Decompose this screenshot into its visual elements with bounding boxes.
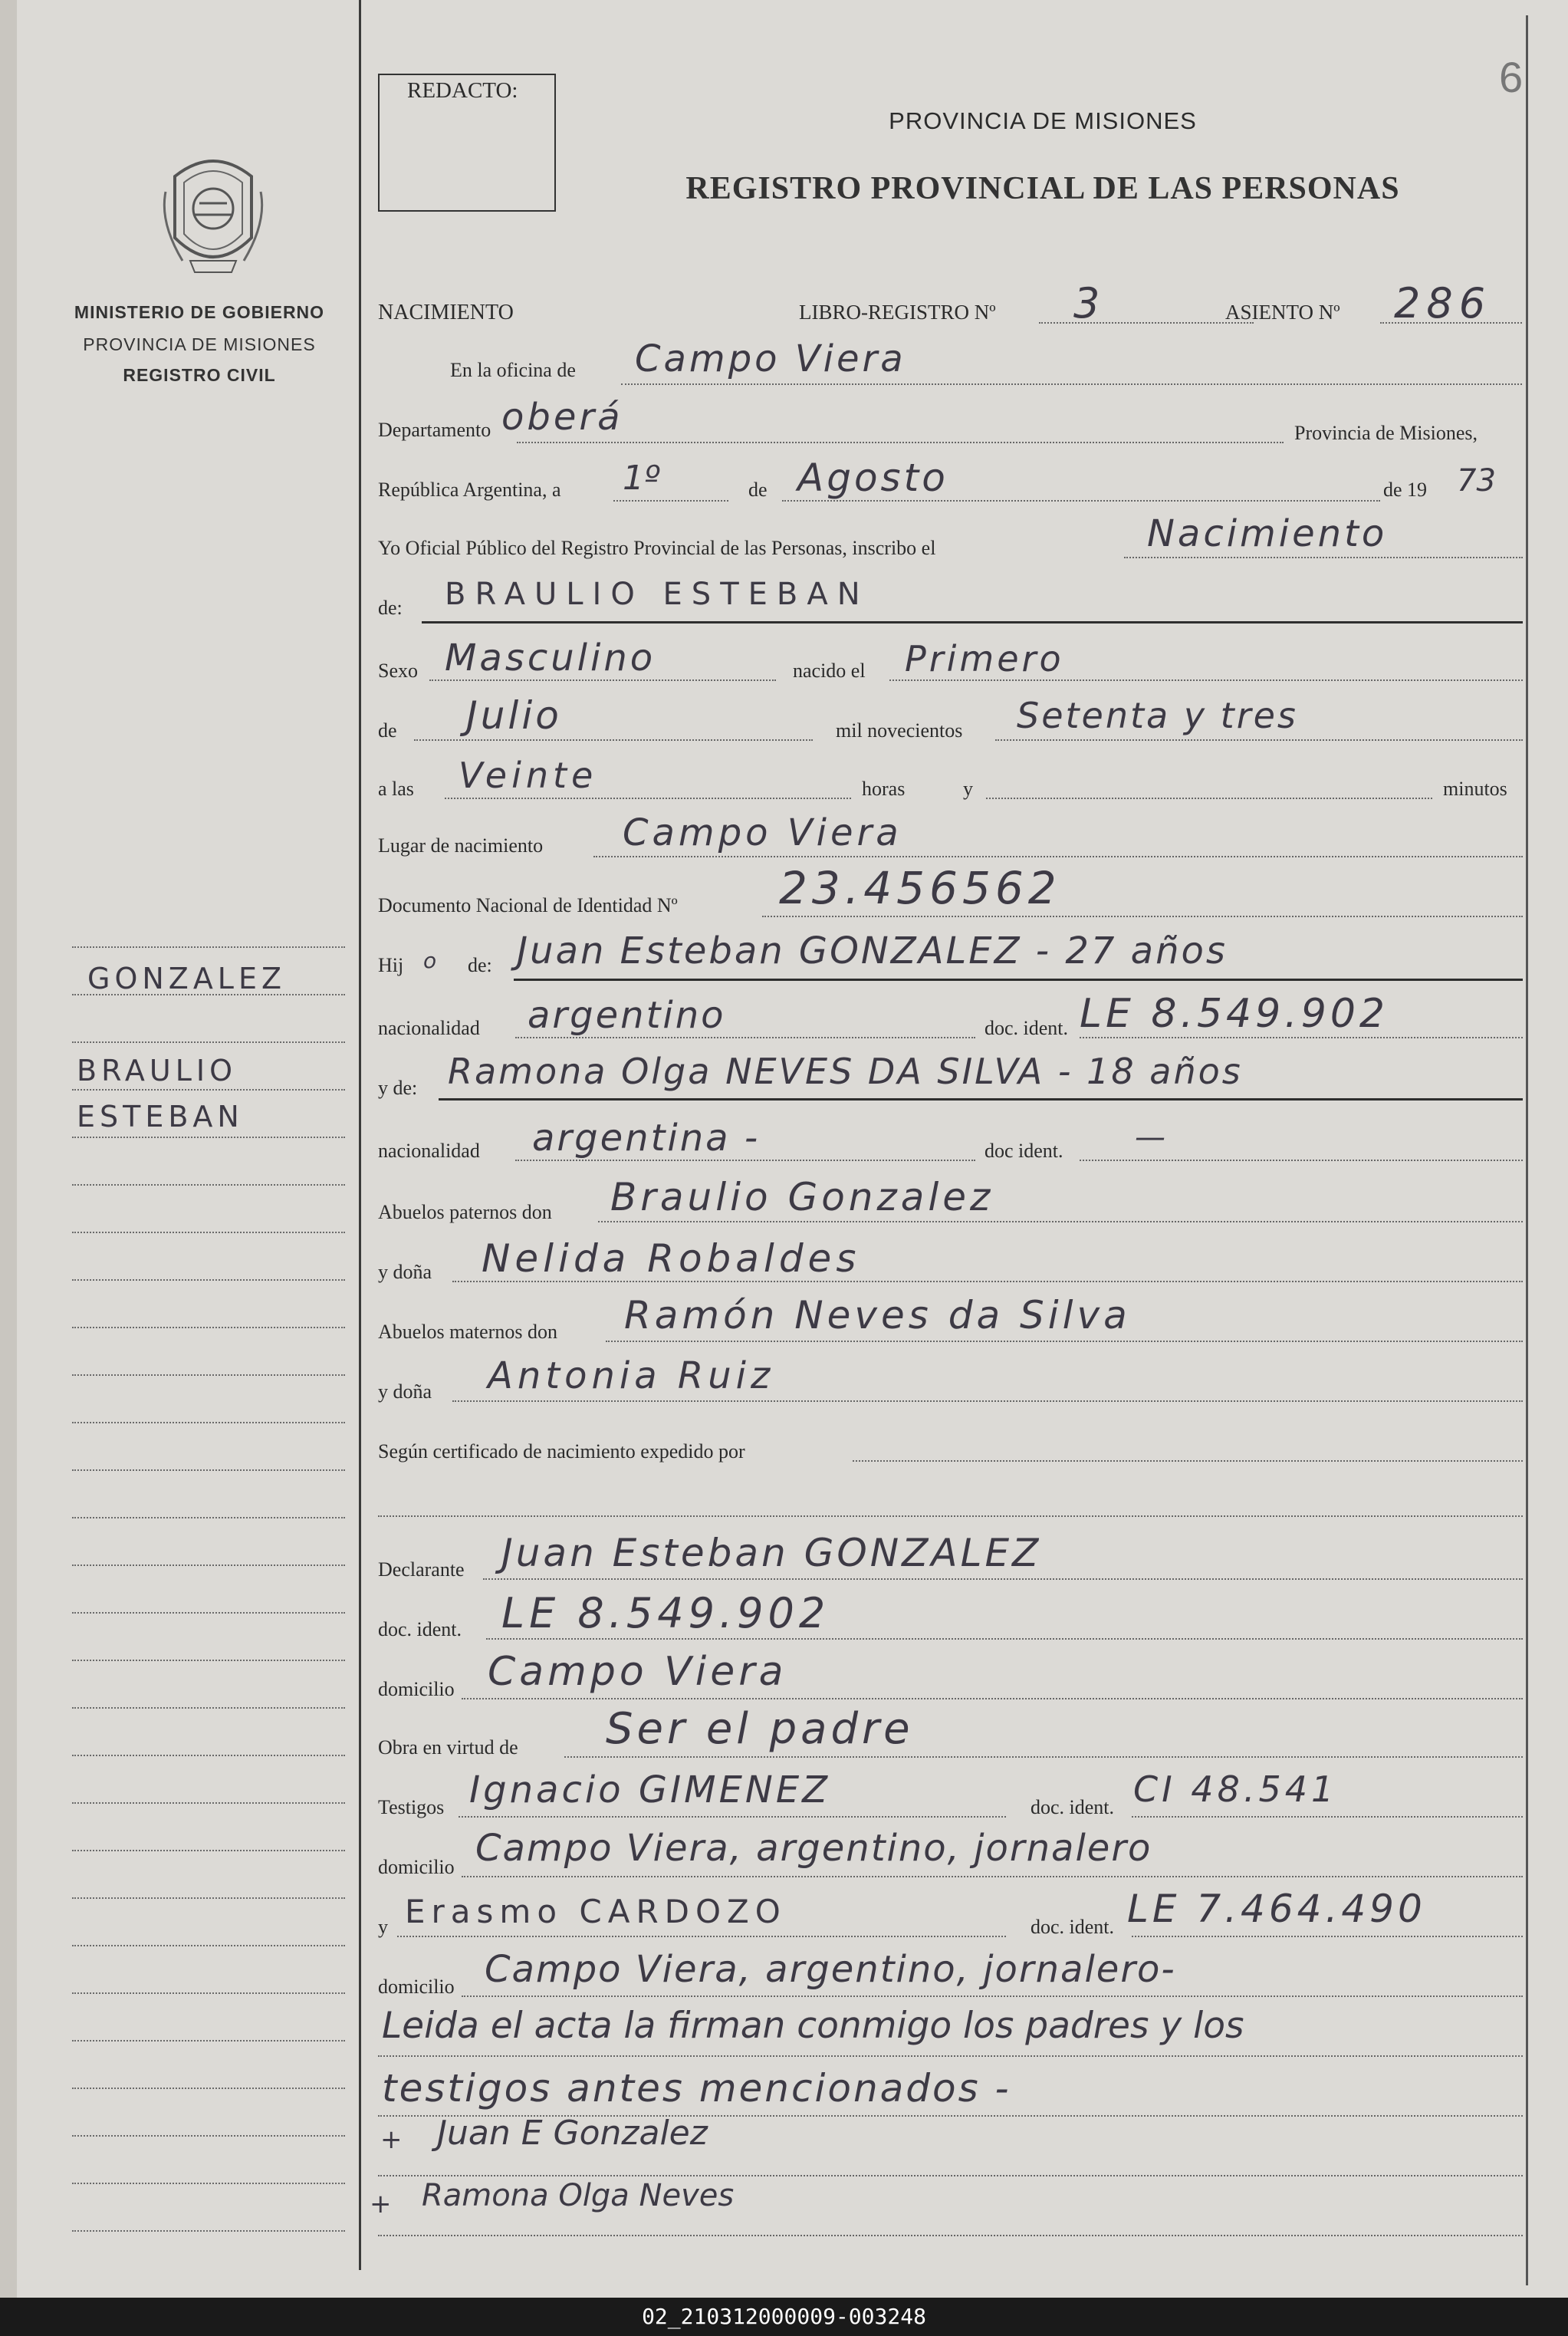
abuelo-materno: Ramón Neves da Silva <box>624 1293 1131 1337</box>
testigo1-name: Ignacio GIMENEZ <box>469 1768 831 1811</box>
testigo1-doc: CI 48.541 <box>1133 1768 1338 1810</box>
mother-nationality: argentina - <box>532 1117 761 1160</box>
father-name: Juan Esteban GONZALEZ - 27 años <box>517 929 1228 972</box>
testigo2-doc-label: doc. ident. <box>1031 1916 1115 1938</box>
testigo1-domicilio-label: domicilio <box>378 1856 455 1878</box>
nacionalidad-label: nacionalidad <box>378 1017 480 1039</box>
oficina-label: En la oficina de <box>450 359 576 381</box>
ministry-province: PROVINCIA DE MISIONES <box>83 334 316 354</box>
declarante-doc: LE 8.549.902 <box>501 1589 830 1637</box>
closing-line-2: testigos antes mencionados - <box>382 2066 1011 2111</box>
horas-label: horas <box>862 778 906 800</box>
sexo-label: Sexo <box>378 660 418 682</box>
testigo2-doc: LE 7.464.490 <box>1127 1887 1426 1931</box>
oficina-value: Campo Viera <box>635 337 906 380</box>
minutos-label: minutos <box>1443 778 1507 800</box>
yde-label: y de: <box>378 1077 418 1099</box>
alas-label: a las <box>378 778 414 800</box>
testigos-label: Testigos <box>378 1796 445 1818</box>
abuelos-maternos-label: Abuelos maternos don <box>378 1321 557 1343</box>
father-doc: LE 8.549.902 <box>1080 991 1389 1037</box>
testigo2-name: Erasmo CARDOZO <box>405 1893 787 1930</box>
sig-mark-2: + <box>370 2189 392 2219</box>
sexo-value: Masculino <box>445 637 656 679</box>
lugar-value: Campo Viera <box>623 811 902 854</box>
year-value: 73 <box>1457 463 1496 498</box>
hijo-de-label: de: <box>468 954 492 976</box>
departamento-value: oberá <box>501 396 623 439</box>
margin-names-1: BRAULIO <box>77 1054 238 1087</box>
certificado-label: Según certificado de nacimiento expedido por <box>378 1440 745 1462</box>
declarante-doc-label: doc. ident. <box>378 1618 462 1640</box>
signature-mother: Ramona Olga Neves <box>422 2178 735 2213</box>
doc-ident-label: doc. ident. <box>985 1017 1069 1039</box>
de-label: de <box>748 479 768 501</box>
testigo1-domicilio: Campo Viera, argentino, jornalero <box>475 1827 1152 1870</box>
provincia-suffix: Provincia de Misiones, <box>1294 422 1478 444</box>
testigo1-doc-label: doc. ident. <box>1031 1796 1115 1818</box>
month2-value: Julio <box>466 693 562 738</box>
abuelos-paternos-label: Abuelos paternos don <box>378 1201 552 1223</box>
inscribo-value: Nacimiento <box>1147 512 1388 555</box>
dni-label: Documento Nacional de Identidad Nº <box>378 894 678 916</box>
act-type-label: NACIMIENTO <box>378 301 514 324</box>
nacido-value: Primero <box>905 638 1064 679</box>
closing-line-1: Leida el acta la firman conmigo los padres y los <box>382 2005 1244 2047</box>
y-label: y <box>963 778 973 800</box>
inscribo-label: Yo Oficial Público del Registro Provincial de las Personas, inscribo el <box>378 537 936 559</box>
declarante-domicilio: Campo Viera <box>488 1649 787 1695</box>
hijo-label: Hij <box>378 954 404 976</box>
declarante-value: Juan Esteban GONZALEZ <box>501 1531 1042 1575</box>
footer-code: 02_210312000009-003248 <box>0 2298 1568 2336</box>
asiento-label: ASIENTO Nº <box>1225 301 1340 324</box>
nacionalidad-label-2: nacionalidad <box>378 1140 480 1162</box>
abuela-materna: Antonia Ruiz <box>488 1354 775 1397</box>
testigo2-domicilio: Campo Viera, argentino, jornalero- <box>485 1948 1176 1991</box>
nacido-label: nacido el <box>793 660 866 682</box>
mother-name: Ramona Olga NEVES DA SILVA - 18 años <box>448 1051 1243 1092</box>
lugar-label: Lugar de nacimiento <box>378 834 544 857</box>
testigo2-domicilio-label: domicilio <box>378 1976 455 1998</box>
provincial-seal-icon <box>152 146 274 284</box>
libro-value: 3 <box>1073 279 1100 327</box>
hijo-suffix-value: o <box>423 948 437 973</box>
hour-value: Veinte <box>459 755 598 796</box>
redacto-box <box>378 74 556 212</box>
abuelo-paterno: Braulio Gonzalez <box>610 1175 994 1219</box>
ministry-registry: REGISTRO CIVIL <box>123 365 276 385</box>
month-value: Agosto <box>797 456 948 500</box>
right-border <box>1526 15 1528 2285</box>
day-value: 1º <box>623 459 660 498</box>
registered-name: BRAULIO ESTEBAN <box>445 577 869 612</box>
ydona-label-2: y doña <box>378 1380 432 1403</box>
asiento-value: 286 <box>1394 279 1492 327</box>
declarante-domicilio-label: domicilio <box>378 1678 455 1700</box>
obra-value: Ser el padre <box>606 1704 914 1754</box>
doc-ident-label-2: doc ident. <box>985 1140 1063 1162</box>
de2-label: de <box>378 719 397 742</box>
year-prefix: de 19 <box>1383 479 1428 501</box>
father-nationality: argentino <box>528 994 726 1037</box>
year-words-value: Setenta y tres <box>1017 695 1298 736</box>
departamento-label: Departamento <box>378 419 491 441</box>
obra-label: Obra en virtud de <box>378 1736 518 1759</box>
margin-divider <box>359 0 361 2270</box>
republica-label: República Argentina, a <box>378 479 561 501</box>
signature-father: Juan E Gonzalez <box>437 2114 708 2153</box>
page-edge <box>0 0 17 2298</box>
de-name-label: de: <box>378 597 403 619</box>
registry-heading: REGISTRO PROVINCIAL DE LAS PERSONAS <box>685 171 1400 206</box>
sig-mark-1: + <box>380 2124 403 2155</box>
dni-value: 23.456562 <box>779 862 1061 914</box>
abuela-paterna: Nelida Robaldes <box>482 1236 861 1281</box>
page-number: 6 <box>1499 53 1524 101</box>
ydona-label: y doña <box>378 1261 432 1283</box>
y-testigo-label: y <box>378 1916 388 1938</box>
province-heading: PROVINCIA DE MISIONES <box>889 107 1197 134</box>
ministry-title: MINISTERIO DE GOBIERNO <box>74 302 325 322</box>
mother-doc: — <box>1135 1120 1165 1155</box>
redacto-label: REDACTO: <box>407 78 518 103</box>
margin-names-2: ESTEBAN <box>77 1100 244 1133</box>
mil-label: mil novecientos <box>836 719 963 742</box>
declarante-label: Declarante <box>378 1558 465 1581</box>
libro-label: LIBRO-REGISTRO Nº <box>799 301 996 324</box>
margin-surname: GONZALEZ <box>87 962 287 995</box>
